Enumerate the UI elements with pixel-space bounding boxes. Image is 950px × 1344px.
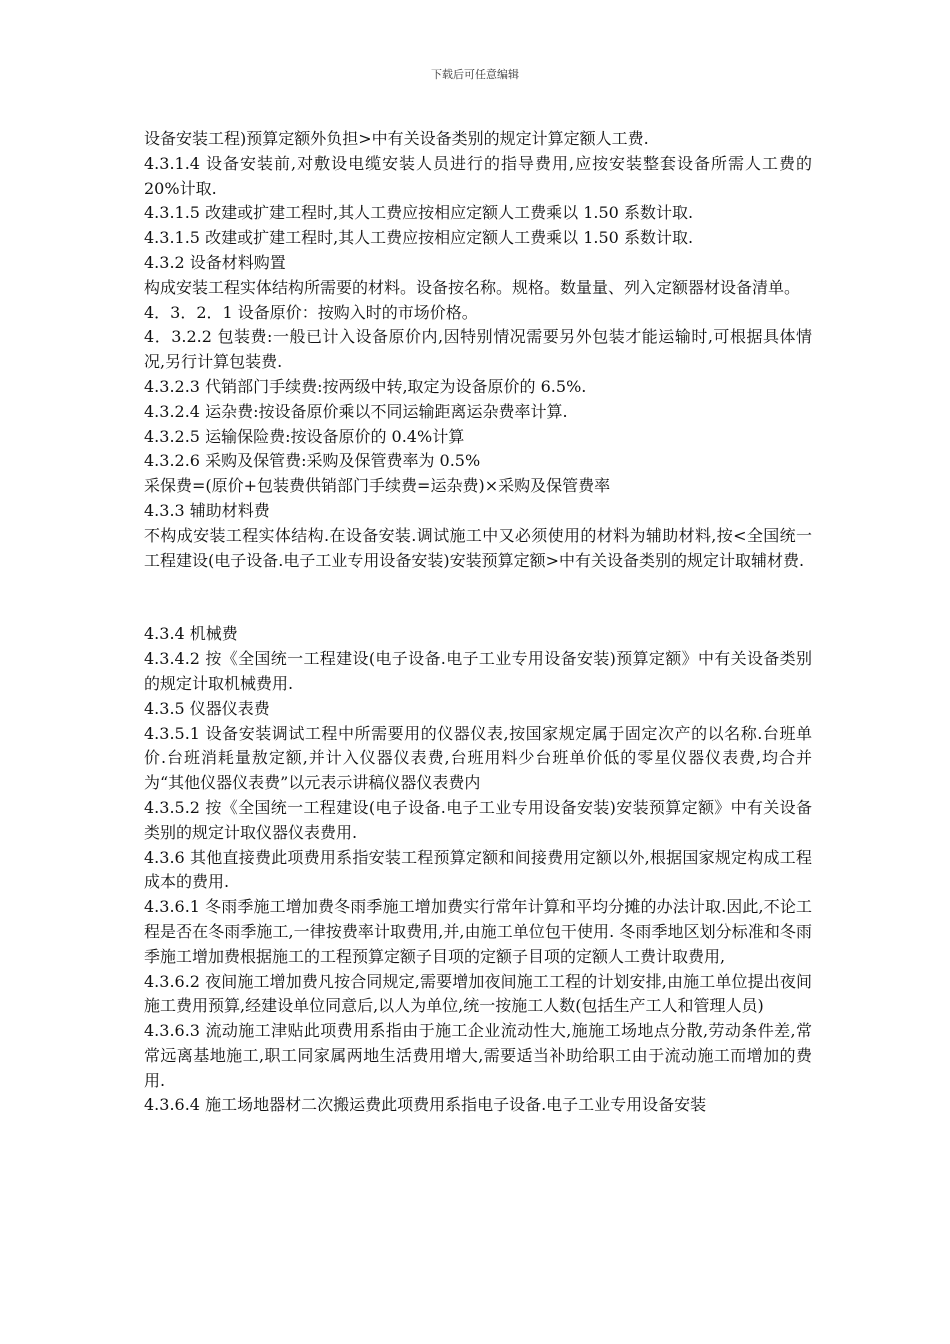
paragraph: 4.3.2.4 运杂费:按设备原价乘以不同运输距离运杂费率计算. xyxy=(144,401,568,421)
section-heading: 4.3.3 辅助材料费 xyxy=(144,500,270,520)
page-header: 下载后可任意编辑 xyxy=(431,68,519,81)
paragraph: 4.3.2.6 采购及保管费:采购及保管费率为 0.5% xyxy=(144,451,481,471)
paragraph: 4.3.4.2 按《全国统一工程建设(电子设备.电子工业专用设备安装)预算定额》中有关设备类别的规定计取机械费用. xyxy=(144,649,812,693)
paragraph: 4.3.6.2 夜间施工增加费凡按合同规定,需要增加夜间施工工程的计划安排,由施工单位提出夜间施工费用预算,经建设单位同意后,以人为单位,统一按施工人数(包括生产工人和管理人员) xyxy=(144,971,812,1016)
paragraph: 4.3.1.4 设备安装前,对敷设电缆安装人员进行的指导费用,应按安装整套设备所需人工费的 20%计取. xyxy=(144,153,812,198)
section-heading: 4.3.2 设备材料购置 xyxy=(144,252,286,272)
paragraph: 构成安装工程实体结构所需要的材料。设备按名称。规格。数量量、列入定额器材设备清单。 xyxy=(144,277,801,297)
paragraph: 4.3.5.1 设备安装调试工程中所需要用的仪器仪表,按国家规定属于固定次产的以名称.台班单价.台班消耗量敖定额,并计入仪器仪表费,台班用料少台班单价低的零星仪器仪表费,均合并为“其他仪器仪表费”以元表示讲稿仪器仪表费内 xyxy=(144,723,812,793)
paragraph: 4.3.1.5 改建或扩建工程时,其人工费应按相应定额人工费乘以 1.50 系数计取. xyxy=(144,203,694,223)
paragraph: 不构成安装工程实体结构.在设备安装.调试施工中又必须使用的材料为辅助材料,按<全国统一工程建设(电子设备.电子工业专用设备安装)安装预算定额>中有关设备类别的规定计取辅材费. xyxy=(144,525,812,570)
paragraph: 4.3.6.1 冬雨季施工增加费冬雨季施工增加费实行常年计算和平均分摊的办法计取.因此,不论工程是否在冬雨季施工,一律按费率计取费用,并,由施工单位包干使用. 冬雨季地区划分标准和冬雨季施工增加费根据施工的工程预算定额子目项的定额子目项的定额人工费计取费用, xyxy=(144,897,812,966)
formula-line: 采保费=(原价+包装费供销部门手续费=运杂费)×采购及保管费率 xyxy=(144,476,611,496)
paragraph: 4.3.2.5 运输保险费:按设备原价的 0.4%计算 xyxy=(144,426,465,446)
paragraph: 4．3．2．1 设备原价：按购入时的市场价格。 xyxy=(144,302,478,322)
paragraph: 4.3.1.5 改建或扩建工程时,其人工费应按相应定额人工费乘以 1.50 系数计取. xyxy=(144,228,694,248)
blank-spacer xyxy=(144,573,812,622)
document-body xyxy=(144,127,812,1118)
paragraph: 4.3.6 其他直接费此项费用系指安装工程预算定额和间接费用定额以外,根据国家规定构成工程成本的费用. xyxy=(144,847,812,892)
paragraph: 4．3.2.2 包装费:一般已计入设备原价内,因特别情况需要另外包装才能运输时,可根据具体情况,另行计算包装费. xyxy=(144,327,812,372)
section-heading: 4.3.4 机械费 xyxy=(144,624,238,644)
paragraph: 设备安装工程)预算定额外负担>中有关设备类别的规定计算定额人工费. xyxy=(144,129,649,148)
paragraph: 4.3.6.3 流动施工津贴此项费用系指由于施工企业流动性大,施施工场地点分散,劳动条件差,常常远离基地施工,职工同家属两地生活费用增大,需要适当补助给职工由于流动施工而增加的费用. xyxy=(144,1021,812,1090)
paragraph: 4.3.5.2 按《全国统一工程建设(电子设备.电子工业专用设备安装)安装预算定额》中有关设备类别的规定计取仪器仪表费用. xyxy=(144,797,812,842)
section-heading: 4.3.5 仪器仪表费 xyxy=(144,698,270,718)
paragraph: 4.3.2.3 代销部门手续费:按两级中转,取定为设备原价的 6.5%. xyxy=(144,376,587,396)
paragraph: 4.3.6.4 施工场地器材二次搬运费此项费用系指电子设备.电子工业专用设备安装 xyxy=(144,1095,707,1115)
